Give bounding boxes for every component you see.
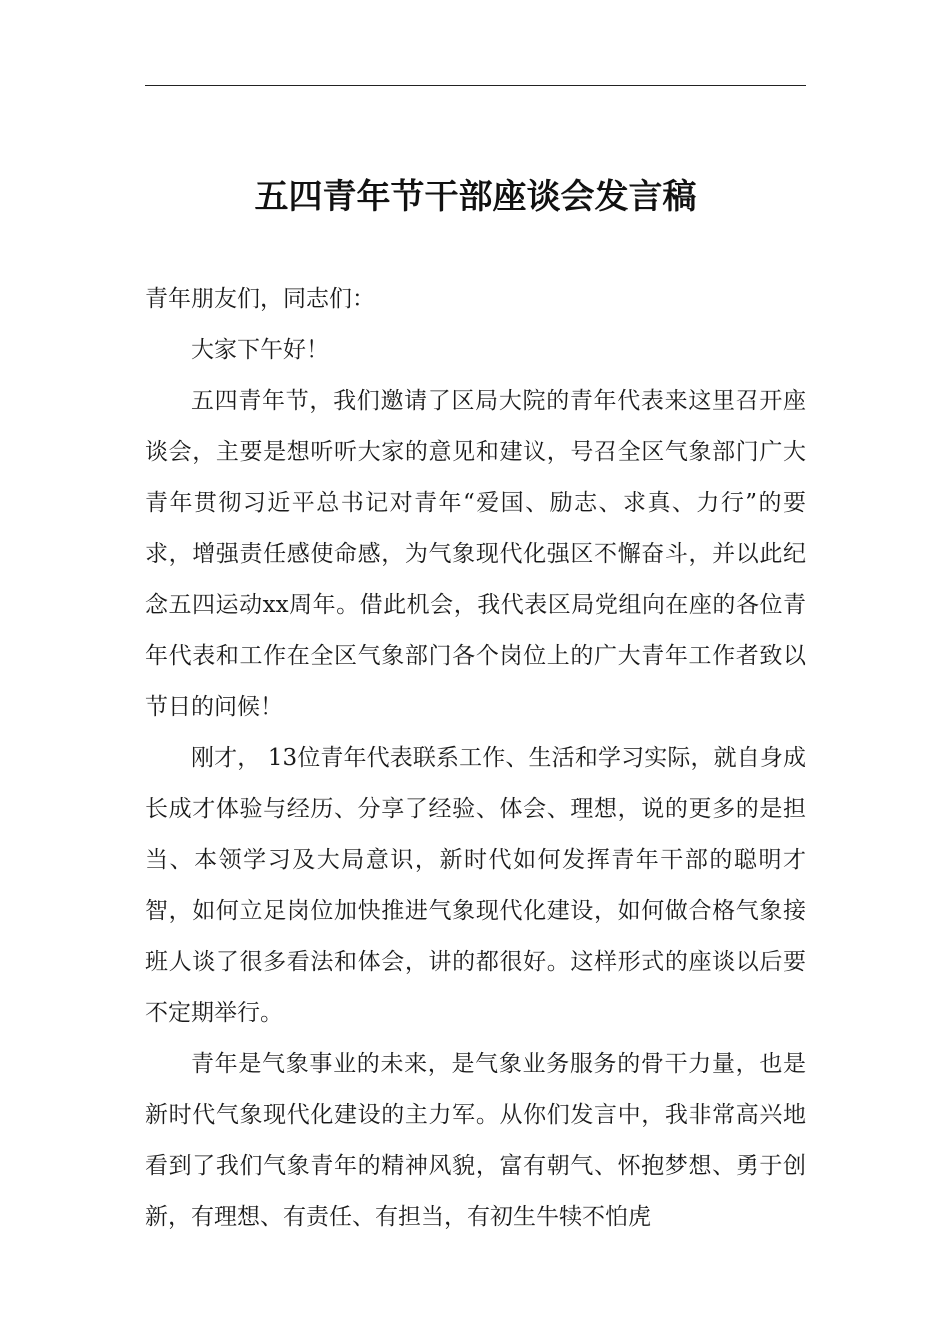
document-title: 五四青年节干部座谈会发言稿 (254, 177, 697, 217)
paragraph-youth: 青年是气象事业的未来，是气象业务服务的骨干力量，也是新时代气象现代化建设的主力军。从你们发言中，我非常高兴地看到了我们气象青年的精神风貌，富有朝气、怀抱梦想、勇于创新，有理想、有责任、有担当，有初生牛犊不怕虎 (145, 1051, 806, 1230)
document-body (145, 274, 806, 1243)
paragraph-opening: 五四青年节，我们邀请了区局大院的青年代表来这里召开座谈会，主要是想听听大家的意见和建议，号召全区气象部门广大青年贯彻习近平总书记对青年“爱国、励志、求真、力行”的要求，增强责任感使命感，为气象现代化强区不懈奋斗，并以此纪念五四运动xx周年。借此机会，我代表区局党组向在座的各位青年代表和工作在全区气象部门各个岗位上的广大青年工作者致以节日的问候！ (145, 388, 806, 720)
header-rule (145, 85, 806, 86)
salutation: 青年朋友们，同志们： (145, 286, 375, 312)
paragraph-review: 刚才， 13位青年代表联系工作、生活和学习实际，就自身成长成才体验与经历、分享了经验、体会、理想，说的更多的是担当、本领学习及大局意识，新时代如何发挥青年干部的聪明才智，如何立足岗位加快推进气象现代化建设，如何做合格气象接班人谈了很多看法和体会，讲的都很好。这样形式的座谈以后要不定期举行。 (145, 745, 806, 1026)
paragraph-greeting: 大家下午好！ (191, 337, 329, 363)
